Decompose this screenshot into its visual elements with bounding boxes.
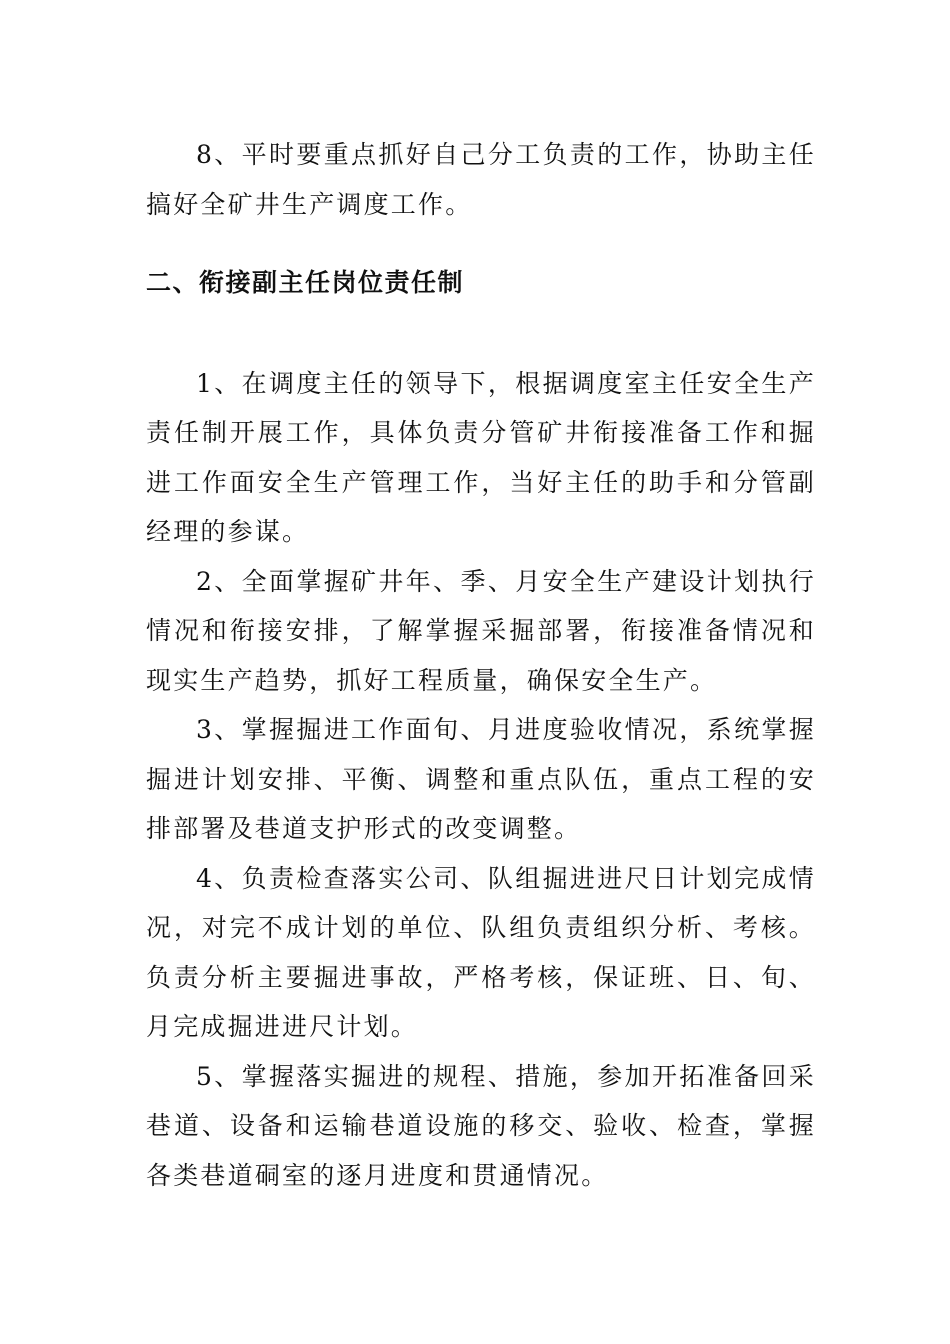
section-heading: 二、衔接副主任岗位责任制 [146, 268, 465, 297]
paragraph-item-8: 8、平时要重点抓好自己分工负责的工作，协助主任搞好全矿井生产调度工作。 [146, 140, 816, 219]
paragraph-item-5: 5、掌握落实掘进的规程、措施，参加开拓准备回采巷道、设备和运输巷道设施的移交、验收、检查，掌握各类巷道硐室的逐月进度和贯通情况。 [146, 1061, 816, 1190]
paragraph-item-4: 4、负责检查落实公司、队组掘进进尺日计划完成情况，对完不成计划的单位、队组负责组织分析、考核。负责分析主要掘进事故，严格考核，保证班、日、旬、月完成掘进进尺计划。 [146, 863, 816, 1041]
document-body [146, 130, 816, 1200]
paragraph-item-3: 3、掌握掘进工作面旬、月进度验收情况，系统掌握掘进计划安排、平衡、调整和重点队伍，重点工程的安排部署及巷道支护形式的改变调整。 [146, 715, 816, 843]
paragraph-item-1: 1、在调度主任的领导下，根据调度室主任安全生产责任制开展工作，具体负责分管矿井衔接准备工作和掘进工作面安全生产管理工作，当好主任的助手和分管副经理的参谋。 [146, 368, 816, 546]
paragraph-item-2: 2、全面掌握矿井年、季、月安全生产建设计划执行情况和衔接安排，了解掌握采掘部署，衔接准备情况和现实生产趋势，抓好工程质量，确保安全生产。 [146, 566, 816, 695]
